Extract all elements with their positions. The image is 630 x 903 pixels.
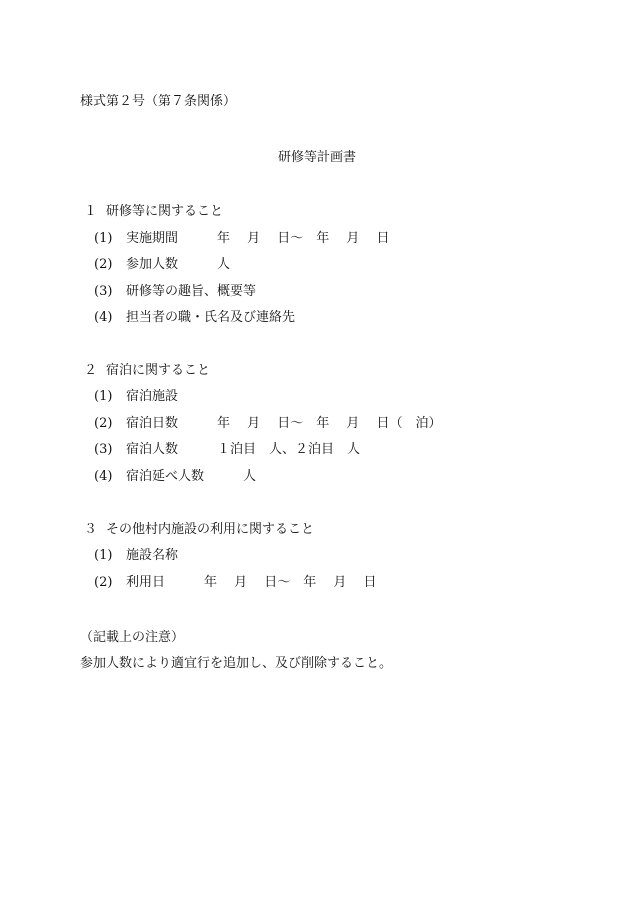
section-number: ３ (84, 522, 98, 537)
item-text: 参加人数 人 (126, 257, 231, 272)
item-number: (2) (94, 416, 113, 431)
document-title: 研修等計画書 (278, 150, 357, 165)
section-number: ２ (84, 363, 98, 378)
notes-heading: （記載上の注意） (80, 630, 185, 645)
item-number: (4) (94, 469, 113, 484)
item-number: (3) (94, 284, 113, 299)
item-text: 宿泊施設 (126, 389, 179, 404)
item-text: 施設名称 (126, 548, 179, 563)
item-text: 宿泊日数 年 月 日～ 年 月 日（ 泊） (126, 416, 442, 431)
item-text: 利用日 年 月 日～ 年 月 日 (126, 575, 377, 590)
item-number: (4) (94, 310, 113, 325)
item-text: 宿泊人数 １泊目 人、２泊目 人 (126, 442, 361, 457)
item-text: 研修等の趣旨、概要等 (126, 284, 257, 299)
item-number: (1) (94, 231, 113, 246)
item-number: (1) (94, 548, 113, 563)
section-title: 宿泊に関すること (106, 363, 211, 378)
notes-body: 参加人数により適宜行を追加し、及び削除すること。 (80, 656, 393, 671)
form-number: 様式第２号（第７条関係） (80, 94, 237, 109)
item-number: (2) (94, 257, 113, 272)
item-text: 担当者の職・氏名及び連絡先 (126, 310, 296, 325)
item-number: (3) (94, 442, 113, 457)
item-text: 宿泊延べ人数 人 (126, 469, 257, 484)
item-number: (1) (94, 389, 113, 404)
item-number: (2) (94, 575, 113, 590)
section-number: １ (84, 204, 98, 219)
section-title: その他村内施設の利用に関すること (106, 522, 315, 537)
section-title: 研修等に関すること (106, 204, 224, 219)
item-text: 実施期間 年 月 日～ 年 月 日 (126, 231, 390, 246)
